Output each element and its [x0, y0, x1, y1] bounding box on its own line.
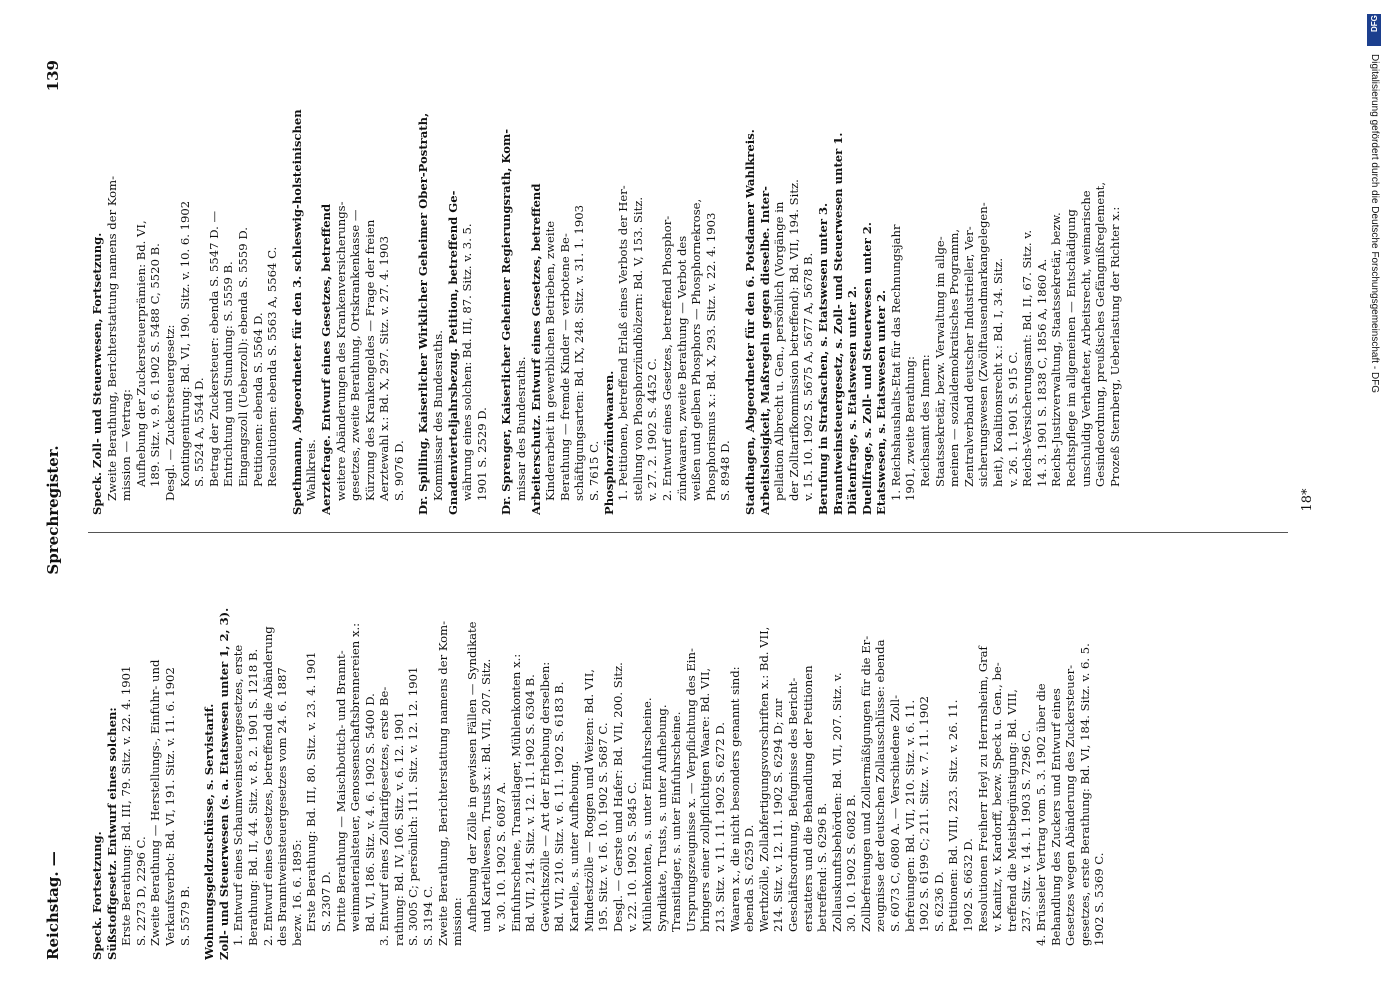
entry-line: Gesindeordnung, preußisches Gefängnißreglement,: [1093, 181, 1108, 487]
running-head-left: Reichstag. —: [44, 851, 62, 960]
entry-line: Zentralverband deutscher Industrieller, Ver-: [961, 226, 976, 487]
entry-spacer: [280, 105, 290, 515]
entry-heading: Arbeitslosigkeit, Maßregeln gegen dieselbe. Inter-: [757, 186, 772, 515]
entry-heading: Arbeiterschutz. Entwurf eines Gesetzes, betreffend: [528, 183, 543, 515]
entry-heading: Berufung in Strafsachen, s. Etatswesen unter 3.: [815, 202, 830, 515]
entry-line: S. 2273 D, 2296 C.: [133, 836, 148, 946]
entry-line: 3. Entwurf eines Zolltarifgesetzes, erste Be-: [377, 686, 392, 946]
entry-line: 1. Reichshaushalts-Etat für das Rechnungsjahr: [888, 224, 903, 501]
entry-line: v. 27. 2. 1902 S. 4452 C.: [645, 358, 660, 501]
entry-heading: Etatswesen, s. Etatswesen unter 2.: [874, 289, 889, 515]
entry-line: ebenda S. 6259 D.: [742, 824, 757, 932]
entry-line: Einfuhrscheine, Transitlager, Mühlenkonten x.:: [508, 653, 523, 932]
entry-line: sicherungswesen (Zwölftausendmarkangelegen-: [976, 202, 991, 487]
entry-line: Reichsamt des Innern:: [918, 354, 933, 487]
entry-line: Reichs-Versicherungsamt: Bd. II, 67. Sitz. v.: [1020, 229, 1035, 487]
entry-line: des Branntweinsteuergesetzes vom 24. 6. 1887: [275, 667, 290, 946]
entry-line: v. 22. 10. 1902 S. 5845 C.: [625, 781, 640, 932]
entry-heading: Dr. Spilling, Kaiserlicher Wirklicher Geheimer Ober-Postrath,: [416, 112, 431, 515]
entry-line: befreiungen: Bd. VII, 210. Sitz. v. 6. 11.: [902, 699, 917, 932]
entry-line: v. 26. 1. 1901 S. 915 C.: [1005, 351, 1020, 487]
entry-line: Zweite Berathung, Berichterstattung namens der Kom-: [104, 175, 119, 501]
entry-line: Werthzölle, Zollabfertigungsvorschriften x.: Bd. VII,: [756, 626, 771, 932]
entry-line: gesetzes, erste Berathung: Bd. VI, 184. Sitz. v. 6. 5.: [1077, 643, 1092, 946]
entry-line: mission — Vertrag:: [119, 389, 134, 501]
entry-line: S. 2307 D.: [318, 871, 333, 932]
entry-line: Aerztewahl x.: Bd. X, 297. Sitz. v. 27. 4. 1903: [377, 235, 392, 501]
entry-heading: Spethmann, Abgeordneter für den 3. schleswig-holsteinischen: [289, 109, 304, 515]
entry-line: Bd. VI, 186. Sitz. v. 4. 6. 1902 S. 5400 D.: [362, 693, 377, 932]
entry-line: Aufhebung der Zuckersteuerprämien: Bd. VI,: [133, 220, 148, 487]
entry-line: 30. 10. 1902 S. 6082 B.: [844, 794, 859, 932]
entry-line: Kürzung des Krankengeldes — Frage der freien: [362, 219, 377, 501]
entry-line: weinmaterialsteuer, Genossenschaftsbrennereien x.:: [348, 622, 363, 932]
entry-line: 14. 3. 1901 S. 1838 C, 1856 A, 1860 A.: [1034, 258, 1049, 487]
entry-line: 4. Brüsseler Vertrag vom 5. 3. 1902 über die: [1034, 683, 1048, 946]
entry-spacer: [733, 105, 743, 515]
entry-line: 213. Sitz. v. 11. 11. 1902 S. 6272 D.: [712, 722, 727, 932]
entry-line: mission:: [450, 897, 465, 946]
entry-line: rathung: Bd. IV, 106. Sitz. v. 6. 12. 1901: [391, 711, 406, 946]
entry-line: 214. Sitz. v. 12. 11. 1902 S. 6294 D; zur: [771, 698, 786, 932]
dfg-logo: [1367, 14, 1381, 46]
entry-line: unschuldig Verhafteter, Arbeitsrecht, weimarische: [1078, 190, 1093, 487]
page-number: 139: [44, 60, 62, 92]
entry-line: Mindestzölle — Roggen und Weizen: Bd. VII,: [581, 669, 596, 932]
entry-line: missar des Bundesraths.: [514, 356, 529, 501]
entry-line: S. 6073 C, 6080 A. — Verschiedene Zoll-: [888, 695, 903, 932]
entry-line: 189. Sitz. v. 9. 6. 1902 S. 5488 C, 5520 B.: [148, 243, 163, 487]
entry-heading: Diätenfrage, s. Etatswesen unter 2.: [845, 285, 860, 515]
entry-line: Kartelle, s. unter Aufhebung.: [567, 760, 581, 932]
entry-line: bezw. 16. 6. 1895:: [289, 839, 304, 946]
running-head: [44, 60, 76, 960]
entry-line: S. 5524 A, 5544 D.: [192, 377, 207, 487]
column-divider: [88, 532, 1288, 533]
entry-heading: Branntweinsteuergesetz, s. Zoll- und Steuerwesen unter 1.: [830, 132, 845, 515]
entry-heading: Speck. Fortsetzung.: [90, 831, 104, 960]
entry-heading: Stadthagen, Abgeordneter für den 6. Potsdamer Wahlkreis.: [742, 129, 757, 515]
signature-mark: 18*: [1300, 488, 1315, 512]
entry-line: Prozeß Sternberg, Ueberlastung der Richter x.:: [1107, 206, 1122, 487]
entry-line: Betrag der Zuckersteuer: ebenda S. 5547 D. —: [206, 210, 221, 487]
digitization-credit: Digitalisierung gefördert durch die Deutsche Forschungsgemeinschaft - DFG: [1369, 54, 1380, 394]
entry-line: Behandlung des Zuckers und Entwurf eines: [1048, 688, 1063, 946]
digitization-sidebar: [1366, 8, 1382, 1000]
entry-line: 1901, zweite Berathung:: [903, 356, 918, 501]
entry-line: Bd. VII, 214. Sitz. v. 12. 11. 1902 S. 6304 B.: [523, 674, 538, 932]
entry-line: 2. Entwurf eines Gesetzes, betreffend die Abänderung: [260, 626, 275, 946]
entry-line: Waaren x., die nicht besonders genannt sind:: [727, 666, 742, 932]
entry-heading: Wohnungsgeldzuschüsse, s. Servistarif.: [202, 703, 217, 960]
entry-line: Geschäftsordnung, Befugnisse des Bericht-: [785, 677, 800, 932]
entry-line: weitere Abänderungen des Krankenversicherungs-: [333, 201, 348, 501]
entry-line: S. 5579 B.: [177, 885, 192, 946]
entry-line: 1. Entwurf eines Schaumweinsteuergesetzes, erste: [231, 644, 246, 946]
entry-line: Transitlager, s. unter Einfuhrscheine.: [669, 711, 684, 932]
entry-line: heit), Koalitionsrecht x.: Bd. I, 34. Sitz.: [991, 257, 1006, 487]
entry-line: S. 9076 D.: [391, 440, 406, 501]
entry-heading: Zoll- und Steuerwesen (s. a. Etatswesen unter 1, 2, 3).: [216, 607, 231, 960]
entry-line: Erste Berathung: Bd. III, 79. Sitz. v. 22. 4. 1901: [119, 665, 134, 946]
entry-line: und Kartellwesen, Trusts x.: Bd. VII, 207. Sitz.: [479, 658, 494, 932]
entry-line: Resolutionen: ebenda S. 5563 A, 5564 C.: [265, 246, 280, 487]
entry-line: Rechtspflege im allgemeinen — Entschädigung: [1064, 209, 1078, 487]
entry-line: treffend die Meistbegünstigung: Bd. VIII,: [1004, 689, 1019, 932]
entry-line: Wahlkreis.: [304, 439, 319, 501]
dfg-logo-label: DFG: [1370, 15, 1379, 32]
entry-heading: Gnadenvierteljahrsbezug. Petition, betreffend Ge-: [445, 190, 460, 515]
entry-line: Eingangszoll (Ueberzoll): ebenda S. 5559 D.: [235, 227, 250, 487]
entry-line: währung eines solchen: Bd. III, 87. Sitz. v. 3. 5.: [460, 223, 475, 501]
entry-line: Phosphorismus x.: Bd. X, 293. Sitz. v. 22. 4. 1903: [703, 212, 718, 501]
entry-line: 1902 S. 6632 D.: [961, 838, 976, 932]
entry-heading: Dr. Sprenger, Kaiserlicher Geheimer Regierungsrath, Kom-: [499, 128, 514, 515]
entry-spacer: [406, 105, 416, 515]
entry-line: S. 8948 D.: [718, 440, 733, 501]
entry-line: 237. Sitz. v. 14. 1. 1903 S. 7296 C.: [1019, 729, 1034, 932]
entry-line: Aufhebung der Zölle in gewissen Fällen — Syndikate: [464, 621, 479, 932]
entry-heading: Aerztefrage. Entwurf eines Gesetzes, betreffend: [318, 203, 333, 515]
entry-heading: Duellfrage, s. Zoll- und Steuerwesen unter 2.: [859, 222, 874, 515]
entry-spacer: [489, 105, 499, 515]
entry-line: Syndikate, Trusts, s. unter Aufhebung.: [654, 704, 669, 932]
entry-line: Entrichtung und Stundung: S. 5559 B.: [221, 261, 236, 487]
entry-line: schäftigungsarten: Bd. IX, 248. Sitz. v. 31. 1. 1903: [572, 205, 587, 501]
entry-line: Resolutionen Freiherr Heyl zu Herrnsheim, Graf: [975, 646, 990, 932]
entry-line: S. 3194 C.: [421, 885, 436, 946]
entry-line: v. Kanitz, v. Kardorff, bezw. Speck u. Gen., be-: [990, 662, 1005, 932]
entry-line: Petitionen: Bd. VIII, 223. Sitz. v. 26. 11.: [946, 699, 961, 932]
entry-line: Desgl. — Zuckersteuergesetz:: [162, 324, 177, 501]
entry-line: Zweite Berathung — Herstellungs-, Einfuhr- und: [148, 659, 163, 946]
entry-line: der Zolltarifkommission betreffend): Bd. VII, 194. Sitz.: [786, 179, 801, 501]
entry-spacer: [192, 550, 202, 960]
entry-line: Gesetzes wegen Abänderung des Zuckersteuer-: [1063, 664, 1078, 946]
entry-line: 195. Sitz. v. 16. 10. 1902 S. 5687 C.: [596, 722, 611, 932]
entry-line: 1902 S. 6199 C; 211. Sitz. v. 7. 11. 1902: [917, 696, 932, 932]
entry-line: Desgl. — Gerste und Hafer: Bd. VII, 200. Sitz.: [610, 662, 625, 932]
entry-line: S. 7615 C.: [587, 440, 601, 501]
running-head-center: Sprechregister.: [44, 445, 62, 575]
entry-line: 2. Entwurf eines Gesetzes, betreffend Phosphor-: [659, 215, 674, 501]
entry-line: S. 3005 C; persönlich: 111. Sitz. v. 12. 12. 1901: [406, 666, 421, 946]
entry-line: Petitionen: ebenda S. 5564 D.: [250, 312, 265, 487]
entry-line: erstatters und die Behandlung der Petitionen: [800, 665, 815, 932]
entry-line: Zollauskunftsbehörden: Bd. VII, 207. Sitz. v.: [829, 672, 844, 932]
entry-line: zündwaaren, zweite Berathung — Verbot des: [674, 235, 689, 501]
entry-line: pellation Albrecht u. Gen., persönlich (Vorgänge in: [772, 201, 787, 501]
entry-line: Erste Berathung: Bd. III, 80. Sitz. v. 23. 4. 1901: [304, 651, 319, 932]
entry-line: Kinderarbeit in gewerblichen Betrieben, zweite: [543, 220, 558, 501]
entry-line: Gewichtszölle — Art der Erhebung derselben:: [537, 661, 552, 932]
entry-line: betreffend: S. 6296 B.: [815, 802, 830, 932]
entry-line: Staatssekretär, bezw. Verwaltung im allge-: [932, 236, 947, 487]
left-column: [90, 550, 1300, 960]
entry-line: Mühlenkonten, s. unter Einfuhrscheine.: [639, 697, 654, 932]
entry-line: Reichs-Justizverwaltung, Staatssekretär, bezw.: [1049, 212, 1064, 487]
entry-line: v. 30. 10. 1902 S. 6087 A.: [494, 781, 509, 932]
entry-line: Kontingentirung: Bd. VI, 190. Sitz. v. 10. 6. 1902: [177, 200, 192, 487]
entry-line: Ursprungszeugnisse x. — Verpflichtung des Ein-: [683, 648, 698, 932]
entry-line: stellung von Phosphorzündhölzern: Bd. V, 153. Sitz.: [630, 196, 645, 501]
entry-line: gesetzes, zweite Berathung, Ortskrankenkasse —: [348, 209, 363, 501]
entry-line: Dritte Berathung — Maischbottich- und Brannt-: [333, 650, 348, 932]
entry-line: Verkaufsverbot: Bd. VI, 191. Sitz. v. 11. 6. 1902: [162, 667, 177, 946]
entry-line: Zweite Berathung, Berichterstattung namens der Kom-: [435, 620, 450, 946]
entry-line: Zollbefreiungen und Zollermäßigungen für die Er-: [858, 635, 873, 932]
entry-line: meinen — sozialdemokratisches Programm,: [947, 228, 962, 487]
entry-line: weißen und gelben Phosphors — Phosphornekrose,: [689, 198, 704, 501]
entry-line: Bd. VII, 210. Sitz. v. 6. 11. 1902 S. 6183 B.: [552, 681, 567, 932]
entry-heading: Phosphorzündwaaren.: [601, 370, 616, 515]
entry-line: Berathung — fremde Kinder — verbotene Be-: [557, 233, 572, 501]
entry-line: zeugnisse der deutschen Zollausschlüsse: ebenda: [873, 639, 888, 932]
entry-line: bringers einer zollpflichtigen Waare: Bd. VII,: [698, 667, 713, 932]
entry-line: 1901 S. 2529 D.: [474, 407, 489, 501]
entry-heading: Süßstoffgesetz. Entwurf eines solchen:: [104, 707, 119, 960]
entry-line: Berathung: Bd. II, 44. Sitz. v. 8. 2. 1901 S. 1218 B.: [245, 648, 260, 946]
entry-heading: Speck. Zoll- und Steuerwesen, Fortsetzung.: [90, 232, 104, 515]
entry-line: S. 6236 D.: [931, 871, 946, 932]
right-column: [90, 105, 1300, 515]
entry-line: 1. Petitionen, betreffend Erlaß eines Verbots der Her-: [616, 185, 631, 501]
entry-line: v. 15. 10. 1902 S. 5675 A, 5677 A, 5678 B.: [801, 252, 816, 501]
entry-line: 1902 S. 5369 C.: [1092, 852, 1107, 946]
entry-line: Kommissar des Bundesraths.: [431, 330, 446, 501]
